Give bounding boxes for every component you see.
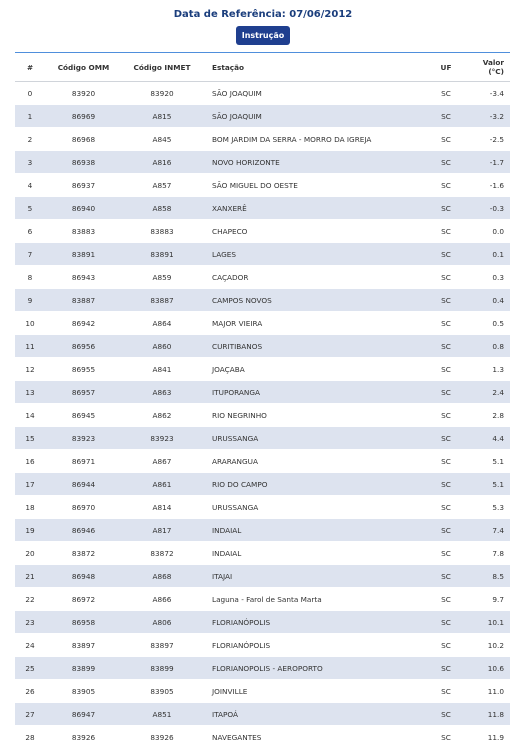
- instruction-button[interactable]: Instrução: [236, 26, 290, 45]
- table-row: [15, 404, 510, 427]
- cell-omm-code: 86956: [45, 335, 122, 358]
- cell-value: 0.8: [467, 335, 510, 358]
- cell-inmet-code: A863: [122, 381, 202, 404]
- cell-inmet-code: 83872: [122, 542, 202, 565]
- cell-inmet-code: A851: [122, 703, 202, 726]
- cell-station: URUSSANGA: [202, 496, 425, 519]
- cell-station: FLORIANÓPOLIS: [202, 611, 425, 634]
- cell-station: JOINVILLE: [202, 680, 425, 703]
- cell-index: 19: [15, 519, 45, 542]
- cell-index: 21: [15, 565, 45, 588]
- cell-station: INDAIAL: [202, 519, 425, 542]
- table-row: [15, 82, 510, 105]
- cell-index: 6: [15, 220, 45, 243]
- cell-index: 3: [15, 151, 45, 174]
- cell-omm-code: 86937: [45, 174, 122, 197]
- cell-inmet-code: A806: [122, 611, 202, 634]
- table-row: [15, 588, 510, 611]
- cell-inmet-code: A841: [122, 358, 202, 381]
- cell-index: 1: [15, 105, 45, 128]
- cell-index: 23: [15, 611, 45, 634]
- cell-inmet-code: A867: [122, 450, 202, 473]
- cell-omm-code: 86968: [45, 128, 122, 151]
- cell-omm-code: 83926: [45, 726, 122, 749]
- cell-index: 28: [15, 726, 45, 749]
- table-body: [15, 82, 510, 749]
- cell-station: ITUPORANGA: [202, 381, 425, 404]
- cell-inmet-code: A814: [122, 496, 202, 519]
- stations-table: [15, 53, 510, 749]
- cell-index: 18: [15, 496, 45, 519]
- cell-uf: SC: [425, 634, 467, 657]
- cell-station: SÃO JOAQUIM: [202, 82, 425, 105]
- cell-uf: SC: [425, 588, 467, 611]
- cell-index: 20: [15, 542, 45, 565]
- column-header-inmet-code[interactable]: Código INMET: [122, 53, 202, 82]
- cell-omm-code: 86938: [45, 151, 122, 174]
- cell-index: 12: [15, 358, 45, 381]
- cell-inmet-code: A864: [122, 312, 202, 335]
- cell-index: 14: [15, 404, 45, 427]
- cell-value: 11.0: [467, 680, 510, 703]
- cell-inmet-code: A868: [122, 565, 202, 588]
- cell-omm-code: 83883: [45, 220, 122, 243]
- cell-station: RIO NEGRINHO: [202, 404, 425, 427]
- cell-index: 16: [15, 450, 45, 473]
- cell-uf: SC: [425, 105, 467, 128]
- cell-omm-code: 86940: [45, 197, 122, 220]
- cell-index: 27: [15, 703, 45, 726]
- cell-station: XANXERÊ: [202, 197, 425, 220]
- cell-omm-code: 86945: [45, 404, 122, 427]
- cell-station: CURITIBANOS: [202, 335, 425, 358]
- cell-index: 24: [15, 634, 45, 657]
- cell-inmet-code: A862: [122, 404, 202, 427]
- cell-omm-code: 86943: [45, 266, 122, 289]
- cell-station: CAÇADOR: [202, 266, 425, 289]
- cell-station: FLORIANÓPOLIS: [202, 634, 425, 657]
- cell-uf: SC: [425, 565, 467, 588]
- cell-index: 9: [15, 289, 45, 312]
- table-row: [15, 358, 510, 381]
- cell-station: ITAJAI: [202, 565, 425, 588]
- cell-uf: SC: [425, 266, 467, 289]
- cell-uf: SC: [425, 611, 467, 634]
- cell-value: 7.4: [467, 519, 510, 542]
- table-row: [15, 427, 510, 450]
- cell-uf: SC: [425, 174, 467, 197]
- cell-omm-code: 86957: [45, 381, 122, 404]
- column-header-omm-code[interactable]: Código OMM: [45, 53, 122, 82]
- table-row: [15, 542, 510, 565]
- cell-inmet-code: A859: [122, 266, 202, 289]
- cell-inmet-code: 83891: [122, 243, 202, 266]
- cell-value: 5.3: [467, 496, 510, 519]
- cell-value: 7.8: [467, 542, 510, 565]
- cell-omm-code: 86970: [45, 496, 122, 519]
- cell-value: -1.7: [467, 151, 510, 174]
- cell-value: -0.3: [467, 197, 510, 220]
- cell-uf: SC: [425, 542, 467, 565]
- cell-uf: SC: [425, 243, 467, 266]
- cell-inmet-code: 83883: [122, 220, 202, 243]
- cell-uf: SC: [425, 703, 467, 726]
- cell-value: -1.6: [467, 174, 510, 197]
- table-row: [15, 496, 510, 519]
- cell-index: 2: [15, 128, 45, 151]
- cell-omm-code: 86969: [45, 105, 122, 128]
- cell-value: 2.4: [467, 381, 510, 404]
- column-header-index[interactable]: #: [15, 53, 45, 82]
- cell-index: 4: [15, 174, 45, 197]
- cell-omm-code: 86955: [45, 358, 122, 381]
- cell-uf: SC: [425, 82, 467, 105]
- cell-inmet-code: A858: [122, 197, 202, 220]
- cell-station: ITAPOÁ: [202, 703, 425, 726]
- cell-station: URUSSANGA: [202, 427, 425, 450]
- cell-value: -3.2: [467, 105, 510, 128]
- cell-station: JOAÇABA: [202, 358, 425, 381]
- column-header-station[interactable]: Estação: [202, 53, 425, 82]
- cell-value: -2.5: [467, 128, 510, 151]
- cell-value: 5.1: [467, 450, 510, 473]
- cell-omm-code: 86958: [45, 611, 122, 634]
- cell-value: 0.5: [467, 312, 510, 335]
- table-row: [15, 565, 510, 588]
- cell-value: 9.7: [467, 588, 510, 611]
- table-row: [15, 289, 510, 312]
- table-row: [15, 634, 510, 657]
- table-row: [15, 243, 510, 266]
- cell-station: SÃO MIGUEL DO OESTE: [202, 174, 425, 197]
- cell-station: FLORIANOPOLIS - AEROPORTO: [202, 657, 425, 680]
- cell-omm-code: 86947: [45, 703, 122, 726]
- cell-uf: SC: [425, 726, 467, 749]
- cell-uf: SC: [425, 289, 467, 312]
- cell-inmet-code: 83923: [122, 427, 202, 450]
- cell-omm-code: 86972: [45, 588, 122, 611]
- table-row: [15, 450, 510, 473]
- table-row: [15, 312, 510, 335]
- cell-index: 8: [15, 266, 45, 289]
- cell-index: 22: [15, 588, 45, 611]
- cell-value: 2.8: [467, 404, 510, 427]
- cell-station: ARARANGUA: [202, 450, 425, 473]
- cell-value: 10.1: [467, 611, 510, 634]
- table-row: [15, 473, 510, 496]
- table-row: [15, 335, 510, 358]
- cell-index: 17: [15, 473, 45, 496]
- cell-uf: SC: [425, 680, 467, 703]
- cell-inmet-code: A817: [122, 519, 202, 542]
- cell-uf: SC: [425, 220, 467, 243]
- cell-station: NOVO HORIZONTE: [202, 151, 425, 174]
- table-row: [15, 105, 510, 128]
- cell-value: 0.1: [467, 243, 510, 266]
- cell-uf: SC: [425, 335, 467, 358]
- table-row: [15, 266, 510, 289]
- cell-omm-code: 83891: [45, 243, 122, 266]
- cell-value: 11.8: [467, 703, 510, 726]
- cell-index: 25: [15, 657, 45, 680]
- cell-station: CAMPOS NOVOS: [202, 289, 425, 312]
- cell-uf: SC: [425, 151, 467, 174]
- cell-index: 11: [15, 335, 45, 358]
- cell-uf: SC: [425, 404, 467, 427]
- cell-value: 4.4: [467, 427, 510, 450]
- cell-inmet-code: 83897: [122, 634, 202, 657]
- cell-value: 0.3: [467, 266, 510, 289]
- table-header-row: [15, 53, 510, 82]
- cell-omm-code: 86944: [45, 473, 122, 496]
- cell-inmet-code: A816: [122, 151, 202, 174]
- cell-uf: SC: [425, 381, 467, 404]
- cell-inmet-code: A861: [122, 473, 202, 496]
- cell-omm-code: 83905: [45, 680, 122, 703]
- column-header-uf[interactable]: UF: [425, 53, 467, 82]
- cell-inmet-code: 83887: [122, 289, 202, 312]
- cell-value: 0.0: [467, 220, 510, 243]
- cell-station: MAJOR VIEIRA: [202, 312, 425, 335]
- cell-station: Laguna - Farol de Santa Marta: [202, 588, 425, 611]
- table-row: [15, 128, 510, 151]
- cell-station: CHAPECO: [202, 220, 425, 243]
- table-row: [15, 657, 510, 680]
- cell-index: 7: [15, 243, 45, 266]
- cell-value: -3.4: [467, 82, 510, 105]
- cell-uf: SC: [425, 312, 467, 335]
- table-row: [15, 519, 510, 542]
- table-row: [15, 174, 510, 197]
- table-row: [15, 611, 510, 634]
- page-header: [0, 0, 526, 45]
- cell-inmet-code: A857: [122, 174, 202, 197]
- cell-value: 10.2: [467, 634, 510, 657]
- cell-value: 8.5: [467, 565, 510, 588]
- cell-uf: SC: [425, 496, 467, 519]
- cell-uf: SC: [425, 128, 467, 151]
- cell-index: 0: [15, 82, 45, 105]
- cell-inmet-code: A815: [122, 105, 202, 128]
- cell-inmet-code: A866: [122, 588, 202, 611]
- cell-omm-code: 86948: [45, 565, 122, 588]
- cell-uf: SC: [425, 197, 467, 220]
- cell-value: 11.9: [467, 726, 510, 749]
- cell-uf: SC: [425, 450, 467, 473]
- cell-uf: SC: [425, 427, 467, 450]
- table-row: [15, 220, 510, 243]
- cell-index: 13: [15, 381, 45, 404]
- cell-inmet-code: 83920: [122, 82, 202, 105]
- cell-omm-code: 86942: [45, 312, 122, 335]
- cell-inmet-code: A845: [122, 128, 202, 151]
- cell-station: RIO DO CAMPO: [202, 473, 425, 496]
- table-row: [15, 726, 510, 749]
- cell-inmet-code: A860: [122, 335, 202, 358]
- cell-index: 5: [15, 197, 45, 220]
- cell-station: NAVEGANTES: [202, 726, 425, 749]
- cell-station: SÃO JOAQUIM: [202, 105, 425, 128]
- cell-omm-code: 83872: [45, 542, 122, 565]
- cell-value: 5.1: [467, 473, 510, 496]
- reference-date-title: Data de Referência: 07/06/2012: [173, 9, 353, 20]
- cell-omm-code: 83920: [45, 82, 122, 105]
- cell-index: 10: [15, 312, 45, 335]
- table-row: [15, 197, 510, 220]
- column-header-value[interactable]: Valor (°C): [467, 53, 510, 82]
- table-row: [15, 151, 510, 174]
- cell-omm-code: 83897: [45, 634, 122, 657]
- cell-station: BOM JARDIM DA SERRA - MORRO DA IGREJA: [202, 128, 425, 151]
- cell-value: 10.6: [467, 657, 510, 680]
- cell-inmet-code: 83905: [122, 680, 202, 703]
- stations-table-container: [15, 52, 510, 749]
- cell-uf: SC: [425, 519, 467, 542]
- cell-uf: SC: [425, 657, 467, 680]
- cell-inmet-code: 83926: [122, 726, 202, 749]
- cell-inmet-code: 83899: [122, 657, 202, 680]
- cell-omm-code: 83923: [45, 427, 122, 450]
- table-row: [15, 703, 510, 726]
- cell-omm-code: 86946: [45, 519, 122, 542]
- cell-station: INDAIAL: [202, 542, 425, 565]
- cell-omm-code: 86971: [45, 450, 122, 473]
- cell-station: LAGES: [202, 243, 425, 266]
- cell-index: 15: [15, 427, 45, 450]
- table-row: [15, 680, 510, 703]
- cell-uf: SC: [425, 473, 467, 496]
- cell-value: 0.4: [467, 289, 510, 312]
- cell-omm-code: 83899: [45, 657, 122, 680]
- cell-uf: SC: [425, 358, 467, 381]
- cell-index: 26: [15, 680, 45, 703]
- cell-omm-code: 83887: [45, 289, 122, 312]
- cell-value: 1.3: [467, 358, 510, 381]
- table-row: [15, 381, 510, 404]
